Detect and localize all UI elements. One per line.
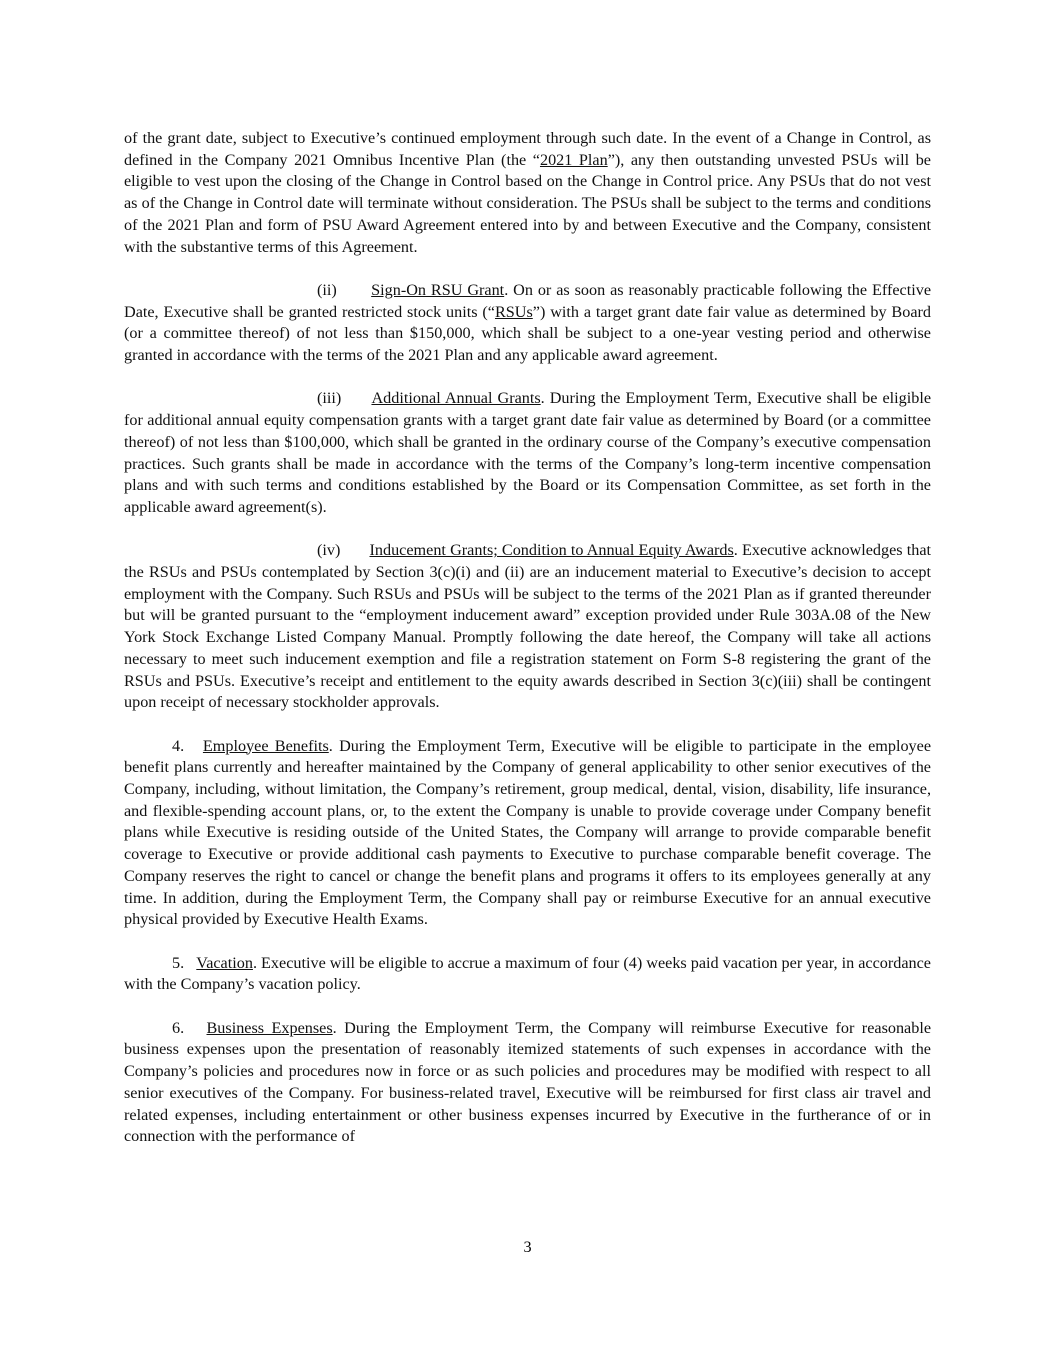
section-number: 5. xyxy=(172,953,185,972)
paragraph-text: ”), any then outstanding unvested PSUs will be eligible to vest upon the closing of the Change in Control based on the Change in Control price. Any PSUs that do not vest as of the Change in Control date will terminate without consideration. The PSUs shall be subject to the terms and conditions of the 2021 Plan and form of PSU Award Agreement entered into by and between Executive and the Company, consistent with the substantive terms of this Agreement. xyxy=(124,150,931,256)
paragraph-text: . During the Employment Term, the Company will reimburse Executive for reasonable business expenses upon the presentation of reasonably itemized statements of such expenses in accordance with the Company’s policies and procedures now in force or as such policies and procedures may be modified with respect to all senior executives of the Company. For business-related travel, Executive will be reimbursed for first class air travel and related expenses, including entertainment or other business expenses incurred by Executive in the furtherance of or in connection with the performance of xyxy=(124,1018,932,1146)
section-heading: Vacation xyxy=(196,953,253,972)
section-number: 6. xyxy=(172,1018,185,1037)
section-heading: Employee Benefits xyxy=(202,736,329,755)
defined-term: 2021 Plan xyxy=(539,150,608,169)
subsection-heading: Sign-On RSU Grant xyxy=(371,280,505,299)
section-number: 4. xyxy=(172,736,185,755)
paragraph-text: ”) with a target grant date fair value as determined by Board (or a committee thereof) of not less than $150,000, which shall be subject to a one-year vesting period and otherwise granted in accordance with the terms of the 2021 Plan and any applicable award agreement. xyxy=(124,302,931,365)
paragraph-text: . Executive acknowledges that the RSUs and PSUs contemplated by Section 3(c)(i) and (ii) are an inducement material to Executive’s decision to accept employment with the Company. Such RSUs and PSUs will be subject to the terms of the 2021 Plan as if granted thereunder but will be granted pursuant to the “employment inducement award” exception provided under Rule 303A.08 of the New York Stock Exchange Listed Company Manual. Promptly following the date hereof, the Company will take all actions necessary to meet such inducement exemption and file a registration statement on Form S-8 registering the grant of the RSUs and PSUs. Executive’s receipt and entitlement to the equity awards described in Section 3(c)(iii) shall be contingent upon receipt of necessary stockholder approvals. xyxy=(124,541,932,712)
section-4-employee-benefits xyxy=(124,736,931,931)
subsection-heading: Inducement Grants; Condition to Annual Equity Awards xyxy=(369,541,734,560)
subsection-heading: Additional Annual Grants xyxy=(371,389,541,408)
page-number: 3 xyxy=(523,1238,532,1256)
subsection-ii xyxy=(124,280,931,367)
document-page xyxy=(124,128,931,1170)
paragraph-text: of the grant date, subject to Executive’s continued employment through such date. In the event of a Change in Control, as defined in the Company 2021 Omnibus Incentive Plan (the “ xyxy=(124,129,931,169)
section-heading: Business Expenses xyxy=(206,1018,333,1037)
subsection-iv xyxy=(124,540,931,714)
subsection-number: (ii) xyxy=(317,280,337,299)
section-5-vacation xyxy=(124,953,931,996)
paragraph-text: . On or as soon as reasonably practicable following the Effective Date, Executive shall be granted restricted stock units (“ xyxy=(124,280,932,321)
defined-term: RSUs xyxy=(494,302,533,321)
paragraph-text: . Executive will be eligible to accrue a maximum of four (4) weeks paid vacation per year, in accordance with the Company’s vacation policy. xyxy=(124,953,931,994)
subsection-number: (iii) xyxy=(317,389,342,408)
subsection-number: (iv) xyxy=(317,541,341,560)
section-6-business-expenses xyxy=(124,1018,931,1148)
subsection-iii xyxy=(124,388,931,518)
paragraph-text: . During the Employment Term, Executive will be eligible to participate in the employee benefit plans currently and hereafter maintained by the Company of general applicability to other senior executives of the Company, including, without limitation, the Company’s retirement, group medical, dental, vision, disability, life insurance, and flexible-spending account plans, or, to the extent the Company is unable to provide coverage under Company benefit plans while Executive is residing outside of the United States, the Company will arrange to provide comparable benefit coverage to Executive or provide additional cash payments to Executive to purchase comparable benefit coverage. The Company reserves the right to cancel or change the benefit plans and programs it offers to its employees generally at any time. In addition, during the Employment Term, the Company shall pay or reimburse Executive for an annual executive physical provided by Executive Health Exams. xyxy=(124,736,932,929)
paragraph-text: . During the Employment Term, Executive shall be eligible for additional annual equity compensation grants with a target grant date fair value as determined by Board (or a committee thereof) of not less than $100,000, which shall be granted in the ordinary course of the Company’s executive compensation practices. Such grants shall be made in accordance with the terms of the Company’s long-term incentive compensation plans and with such terms and conditions established by the Board or its Compensation Committee, as set forth in the applicable award agreement(s). xyxy=(124,389,931,516)
paragraph-continuation xyxy=(124,128,931,258)
